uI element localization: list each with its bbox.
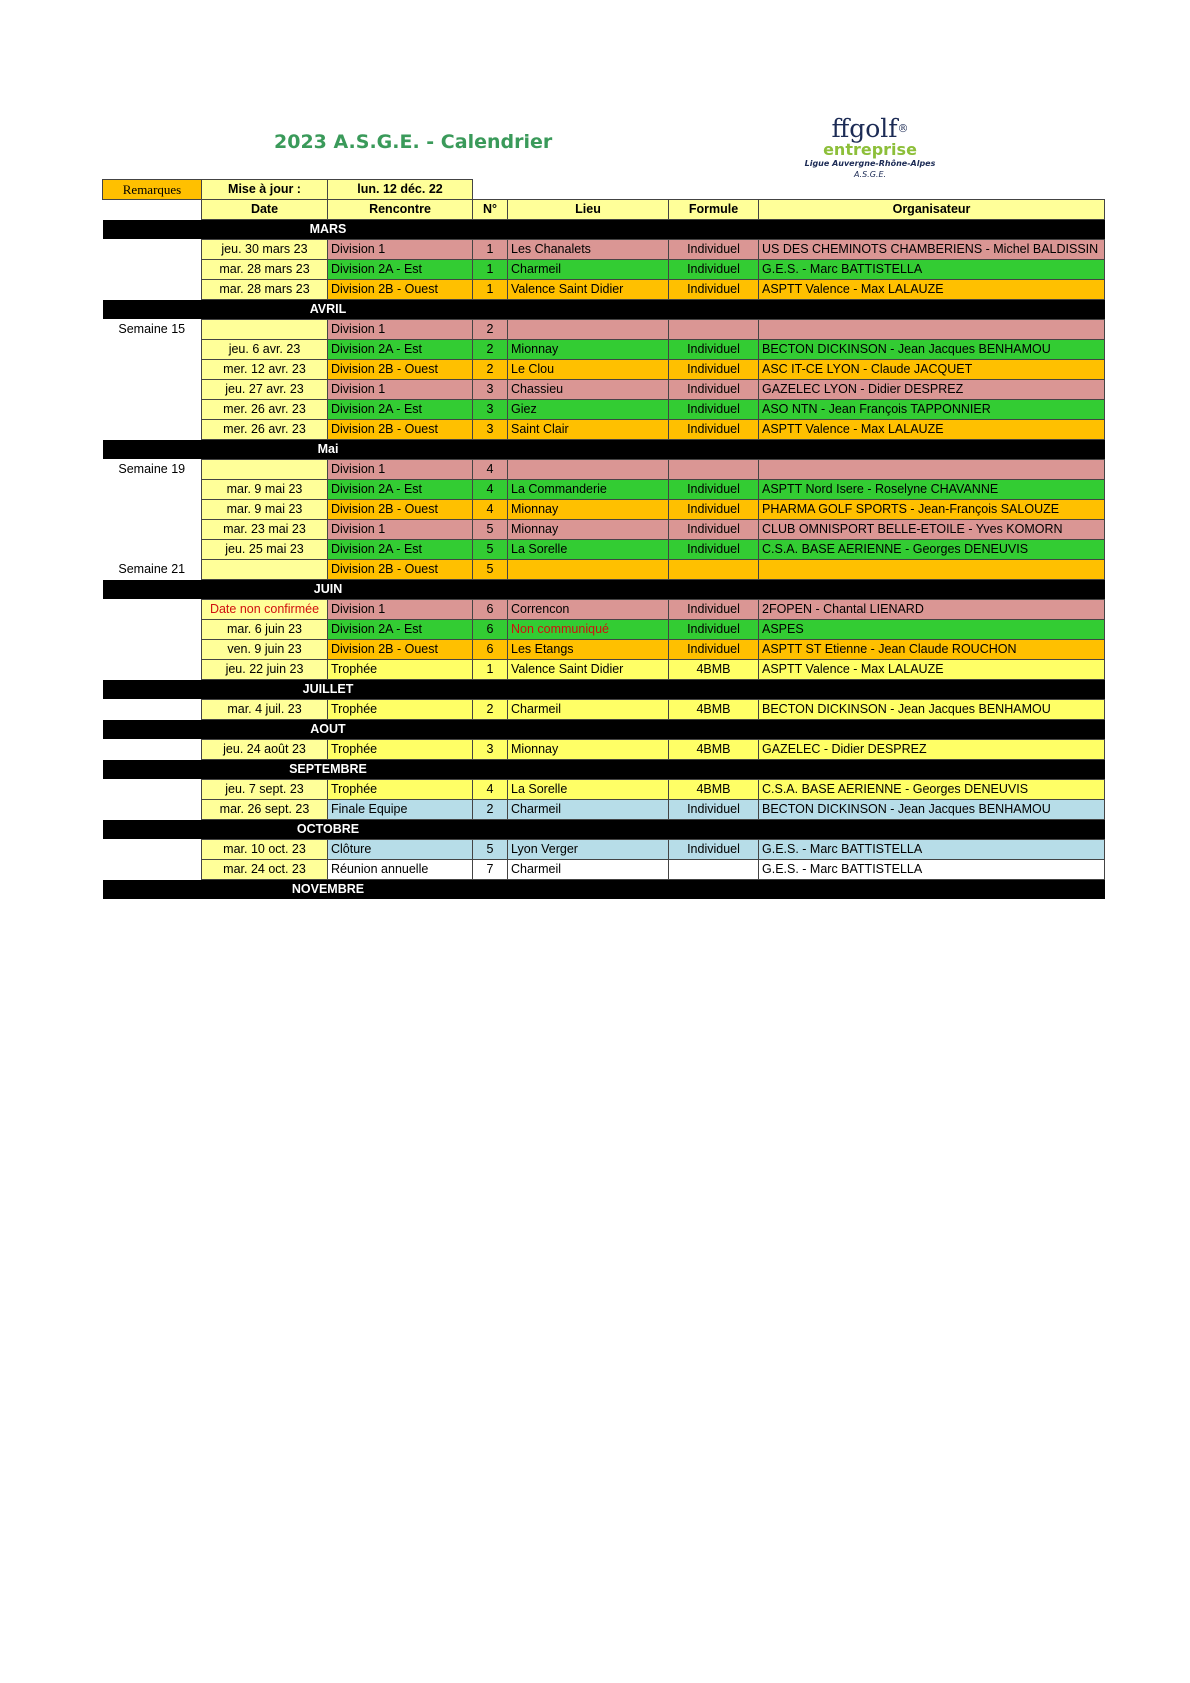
col-organisateur: Organisateur bbox=[759, 200, 1105, 220]
formule-cell: Individuel bbox=[669, 400, 759, 420]
organisateur-cell: ASPTT Valence - Max LALAUZE bbox=[759, 280, 1105, 300]
date-cell: mer. 12 avr. 23 bbox=[202, 360, 328, 380]
rencontre-cell: Division 1 bbox=[328, 600, 473, 620]
rencontre-cell: Division 2B - Ouest bbox=[328, 500, 473, 520]
event-row bbox=[103, 540, 1105, 560]
month-row bbox=[103, 820, 1105, 840]
formule-cell: Individuel bbox=[669, 340, 759, 360]
formule-cell: Individuel bbox=[669, 260, 759, 280]
remark-cell bbox=[103, 340, 202, 360]
rencontre-cell: Division 2A - Est bbox=[328, 260, 473, 280]
event-row bbox=[103, 480, 1105, 500]
organisateur-cell: C.S.A. BASE AERIENNE - Georges DENEUVIS bbox=[759, 780, 1105, 800]
date-cell: mar. 10 oct. 23 bbox=[202, 840, 328, 860]
lieu-cell: La Sorelle bbox=[508, 780, 669, 800]
update-spacer bbox=[473, 180, 1105, 200]
organisateur-cell: ASC IT-CE LYON - Claude JACQUET bbox=[759, 360, 1105, 380]
date-cell: jeu. 6 avr. 23 bbox=[202, 340, 328, 360]
event-row bbox=[103, 420, 1105, 440]
formule-cell: 4BMB bbox=[669, 660, 759, 680]
col-formule: Formule bbox=[669, 200, 759, 220]
organisateur-cell: ASPTT Valence - Max LALAUZE bbox=[759, 660, 1105, 680]
logo-subbrand: entreprise bbox=[823, 140, 917, 159]
lieu-cell bbox=[508, 320, 669, 340]
organisateur-cell: ASO NTN - Jean François TAPPONNIER bbox=[759, 400, 1105, 420]
organisateur-cell: CLUB OMNISPORT BELLE-ETOILE - Yves KOMORN bbox=[759, 520, 1105, 540]
date-cell: mar. 9 mai 23 bbox=[202, 480, 328, 500]
num-cell: 1 bbox=[473, 660, 508, 680]
num-cell: 5 bbox=[473, 840, 508, 860]
event-row bbox=[103, 800, 1105, 820]
num-cell: 2 bbox=[473, 800, 508, 820]
formule-cell: Individuel bbox=[669, 800, 759, 820]
rencontre-cell: Division 1 bbox=[328, 460, 473, 480]
remarks-header: Remarques bbox=[103, 180, 202, 200]
month-row bbox=[103, 220, 1105, 240]
remark-cell bbox=[103, 520, 202, 540]
remark-cell bbox=[103, 600, 202, 620]
event-row bbox=[103, 860, 1105, 880]
col-num: N° bbox=[473, 200, 508, 220]
organisateur-cell bbox=[759, 560, 1105, 580]
organisateur-cell: G.E.S. - Marc BATTISTELLA bbox=[759, 840, 1105, 860]
formule-cell bbox=[669, 560, 759, 580]
month-label: MARS bbox=[103, 220, 1105, 240]
organisateur-cell: BECTON DICKINSON - Jean Jacques BENHAMOU bbox=[759, 800, 1105, 820]
update-value: lun. 12 déc. 22 bbox=[328, 180, 473, 200]
formule-cell bbox=[669, 860, 759, 880]
month-label: SEPTEMBRE bbox=[103, 760, 1105, 780]
organisateur-cell: PHARMA GOLF SPORTS - Jean-François SALOUZE bbox=[759, 500, 1105, 520]
formule-cell: Individuel bbox=[669, 640, 759, 660]
lieu-cell: Valence Saint Didier bbox=[508, 660, 669, 680]
date-cell: mar. 24 oct. 23 bbox=[202, 860, 328, 880]
num-cell: 4 bbox=[473, 480, 508, 500]
formule-cell: 4BMB bbox=[669, 740, 759, 760]
date-cell bbox=[202, 460, 328, 480]
lieu-cell bbox=[508, 460, 669, 480]
month-row bbox=[103, 720, 1105, 740]
remark-cell bbox=[103, 780, 202, 800]
calendar-table bbox=[102, 179, 1105, 899]
formule-cell: Individuel bbox=[669, 540, 759, 560]
rencontre-cell: Division 2B - Ouest bbox=[328, 280, 473, 300]
formule-cell bbox=[669, 320, 759, 340]
remark-cell bbox=[103, 360, 202, 380]
num-cell: 3 bbox=[473, 400, 508, 420]
event-row bbox=[103, 260, 1105, 280]
month-row bbox=[103, 580, 1105, 600]
rencontre-cell: Division 2B - Ouest bbox=[328, 360, 473, 380]
month-label: JUILLET bbox=[103, 680, 1105, 700]
remark-cell bbox=[103, 620, 202, 640]
num-cell: 5 bbox=[473, 520, 508, 540]
event-row bbox=[103, 460, 1105, 480]
remark-cell bbox=[103, 800, 202, 820]
lieu-cell: Giez bbox=[508, 400, 669, 420]
formule-cell bbox=[669, 460, 759, 480]
update-label: Mise à jour : bbox=[202, 180, 328, 200]
month-row bbox=[103, 680, 1105, 700]
formule-cell: Individuel bbox=[669, 520, 759, 540]
date-cell: mer. 26 avr. 23 bbox=[202, 400, 328, 420]
formule-cell: Individuel bbox=[669, 380, 759, 400]
event-row bbox=[103, 700, 1105, 720]
lieu-cell: Lyon Verger bbox=[508, 840, 669, 860]
date-cell: jeu. 27 avr. 23 bbox=[202, 380, 328, 400]
remark-cell: Semaine 21 bbox=[118, 562, 186, 576]
organisateur-cell: G.E.S. - Marc BATTISTELLA bbox=[759, 260, 1105, 280]
event-row bbox=[103, 500, 1105, 520]
logo-registered-mark: ® bbox=[897, 122, 909, 135]
lieu-cell: Charmeil bbox=[508, 700, 669, 720]
page-title: 2023 A.S.G.E. - Calendrier bbox=[274, 131, 553, 153]
organisateur-cell: 2FOPEN - Chantal LIENARD bbox=[759, 600, 1105, 620]
lieu-cell: Valence Saint Didier bbox=[508, 280, 669, 300]
rencontre-cell: Division 2A - Est bbox=[328, 400, 473, 420]
rencontre-cell: Division 1 bbox=[328, 320, 473, 340]
remark-cell bbox=[103, 400, 202, 420]
lieu-cell: Mionnay bbox=[508, 500, 669, 520]
column-header-row bbox=[103, 200, 1105, 220]
lieu-cell: Mionnay bbox=[508, 340, 669, 360]
lieu-cell: Charmeil bbox=[508, 800, 669, 820]
rencontre-cell: Division 1 bbox=[328, 380, 473, 400]
remark-cell bbox=[103, 640, 202, 660]
formule-cell: Individuel bbox=[669, 240, 759, 260]
num-cell: 2 bbox=[473, 700, 508, 720]
event-row bbox=[103, 320, 1105, 340]
month-label: AVRIL bbox=[103, 300, 1105, 320]
rencontre-cell: Réunion annuelle bbox=[328, 860, 473, 880]
header-spacer bbox=[103, 200, 202, 220]
num-cell: 5 bbox=[473, 540, 508, 560]
col-date: Date bbox=[202, 200, 328, 220]
date-cell: mar. 23 mai 23 bbox=[202, 520, 328, 540]
month-row bbox=[103, 760, 1105, 780]
month-label: JUIN bbox=[103, 580, 1105, 600]
date-cell: Date non confirmée bbox=[202, 600, 328, 620]
formule-cell: 4BMB bbox=[669, 780, 759, 800]
num-cell: 3 bbox=[473, 420, 508, 440]
organisateur-cell bbox=[759, 320, 1105, 340]
col-rencontre: Rencontre bbox=[328, 200, 473, 220]
logo-league: Ligue Auvergne-Rhône-Alpes bbox=[804, 159, 936, 168]
num-cell: 7 bbox=[473, 860, 508, 880]
date-cell: jeu. 30 mars 23 bbox=[202, 240, 328, 260]
rencontre-cell: Trophée bbox=[328, 780, 473, 800]
lieu-cell: Charmeil bbox=[508, 860, 669, 880]
organisateur-cell: US DES CHEMINOTS CHAMBERIENS - Michel BALDISSIN bbox=[759, 240, 1105, 260]
date-cell: mar. 4 juil. 23 bbox=[202, 700, 328, 720]
organisateur-cell: BECTON DICKINSON - Jean Jacques BENHAMOU bbox=[759, 700, 1105, 720]
rencontre-cell: Division 2B - Ouest bbox=[328, 640, 473, 660]
date-cell: mar. 26 sept. 23 bbox=[202, 800, 328, 820]
formule-cell: 4BMB bbox=[669, 700, 759, 720]
num-cell: 5 bbox=[473, 560, 508, 580]
event-row bbox=[103, 520, 1105, 540]
formule-cell: Individuel bbox=[669, 360, 759, 380]
formule-cell: Individuel bbox=[669, 620, 759, 640]
logo-brand bbox=[800, 116, 940, 142]
month-row bbox=[103, 300, 1105, 320]
num-cell: 3 bbox=[473, 740, 508, 760]
remark-cell bbox=[103, 380, 202, 400]
month-label: AOUT bbox=[103, 720, 1105, 740]
rencontre-cell: Finale Equipe bbox=[328, 800, 473, 820]
date-cell: jeu. 22 juin 23 bbox=[202, 660, 328, 680]
event-row bbox=[103, 780, 1105, 800]
logo-brand-text: ffgolf bbox=[831, 114, 898, 143]
num-cell: 1 bbox=[473, 260, 508, 280]
rencontre-cell: Trophée bbox=[328, 700, 473, 720]
event-row bbox=[103, 840, 1105, 860]
num-cell: 3 bbox=[473, 380, 508, 400]
event-row bbox=[103, 640, 1105, 660]
lieu-cell: Saint Clair bbox=[508, 420, 669, 440]
rencontre-cell: Trophée bbox=[328, 740, 473, 760]
num-cell: 4 bbox=[473, 500, 508, 520]
num-cell: 1 bbox=[473, 280, 508, 300]
lieu-cell: Correncon bbox=[508, 600, 669, 620]
event-row bbox=[103, 620, 1105, 640]
remark-cell bbox=[103, 840, 202, 860]
organisateur-cell: GAZELEC - Didier DESPREZ bbox=[759, 740, 1105, 760]
rencontre-cell: Division 1 bbox=[328, 240, 473, 260]
date-cell: mar. 9 mai 23 bbox=[202, 500, 328, 520]
event-row bbox=[103, 240, 1105, 260]
organisateur-cell: ASPTT Nord Isere - Roselyne CHAVANNE bbox=[759, 480, 1105, 500]
remark-cell bbox=[103, 260, 202, 280]
rencontre-cell: Division 1 bbox=[328, 520, 473, 540]
rencontre-cell: Clôture bbox=[328, 840, 473, 860]
date-cell: ven. 9 juin 23 bbox=[202, 640, 328, 660]
formule-cell: Individuel bbox=[669, 280, 759, 300]
num-cell: 6 bbox=[473, 640, 508, 660]
event-row bbox=[103, 340, 1105, 360]
event-row bbox=[103, 600, 1105, 620]
logo-asge: A.S.G.E. bbox=[853, 170, 887, 179]
lieu-cell: La Commanderie bbox=[508, 480, 669, 500]
ffgolf-logo bbox=[800, 116, 940, 180]
remark-cell bbox=[103, 700, 202, 720]
organisateur-cell: ASPTT ST Etienne - Jean Claude ROUCHON bbox=[759, 640, 1105, 660]
month-row bbox=[103, 440, 1105, 460]
col-lieu: Lieu bbox=[508, 200, 669, 220]
rencontre-cell: Division 2A - Est bbox=[328, 620, 473, 640]
month-label: NOVEMBRE bbox=[103, 880, 1105, 900]
lieu-cell: Charmeil bbox=[508, 260, 669, 280]
formule-cell: Individuel bbox=[669, 420, 759, 440]
rencontre-cell: Division 2A - Est bbox=[328, 480, 473, 500]
lieu-cell: Les Etangs bbox=[508, 640, 669, 660]
num-cell: 1 bbox=[473, 240, 508, 260]
event-row bbox=[103, 400, 1105, 420]
update-row bbox=[103, 180, 1105, 200]
event-row bbox=[103, 280, 1105, 300]
formule-cell: Individuel bbox=[669, 480, 759, 500]
event-row bbox=[103, 660, 1105, 680]
rencontre-cell: Division 2B - Ouest bbox=[328, 560, 473, 580]
remark-cell bbox=[103, 420, 202, 440]
organisateur-cell: ASPTT Valence - Max LALAUZE bbox=[759, 420, 1105, 440]
formule-cell: Individuel bbox=[669, 500, 759, 520]
lieu-cell: La Sorelle bbox=[508, 540, 669, 560]
rencontre-cell: Division 2A - Est bbox=[328, 540, 473, 560]
remark-cell: Semaine 15 bbox=[118, 322, 186, 336]
remark-cell bbox=[103, 280, 202, 300]
remark-cell: Semaine 19 bbox=[118, 462, 186, 476]
num-cell: 2 bbox=[473, 320, 508, 340]
num-cell: 2 bbox=[473, 340, 508, 360]
formule-cell: Individuel bbox=[669, 600, 759, 620]
event-row bbox=[103, 360, 1105, 380]
date-cell bbox=[202, 560, 328, 580]
event-row bbox=[103, 740, 1105, 760]
lieu-cell: Mionnay bbox=[508, 740, 669, 760]
num-cell: 4 bbox=[473, 460, 508, 480]
lieu-cell: Non communiqué bbox=[508, 620, 669, 640]
rencontre-cell: Division 2B - Ouest bbox=[328, 420, 473, 440]
lieu-cell: Les Chanalets bbox=[508, 240, 669, 260]
event-row bbox=[103, 380, 1105, 400]
remark-cell bbox=[103, 860, 202, 880]
rencontre-cell: Trophée bbox=[328, 660, 473, 680]
remark-cell bbox=[103, 480, 202, 500]
remark-cell bbox=[103, 540, 202, 560]
date-cell: mar. 6 juin 23 bbox=[202, 620, 328, 640]
date-cell: mar. 28 mars 23 bbox=[202, 280, 328, 300]
remark-cell bbox=[103, 660, 202, 680]
organisateur-cell: ASPES bbox=[759, 620, 1105, 640]
num-cell: 4 bbox=[473, 780, 508, 800]
month-label: Mai bbox=[103, 440, 1105, 460]
lieu-cell: Chassieu bbox=[508, 380, 669, 400]
date-cell: mar. 28 mars 23 bbox=[202, 260, 328, 280]
date-cell: jeu. 25 mai 23 bbox=[202, 540, 328, 560]
event-row bbox=[103, 560, 1105, 580]
rencontre-cell: Division 2A - Est bbox=[328, 340, 473, 360]
organisateur-cell: G.E.S. - Marc BATTISTELLA bbox=[759, 860, 1105, 880]
date-cell bbox=[202, 320, 328, 340]
month-row bbox=[103, 880, 1105, 900]
lieu-cell: Le Clou bbox=[508, 360, 669, 380]
num-cell: 2 bbox=[473, 360, 508, 380]
lieu-cell bbox=[508, 560, 669, 580]
formule-cell: Individuel bbox=[669, 840, 759, 860]
num-cell: 6 bbox=[473, 600, 508, 620]
date-cell: mer. 26 avr. 23 bbox=[202, 420, 328, 440]
date-cell: jeu. 7 sept. 23 bbox=[202, 780, 328, 800]
organisateur-cell: GAZELEC LYON - Didier DESPREZ bbox=[759, 380, 1105, 400]
lieu-cell: Mionnay bbox=[508, 520, 669, 540]
date-cell: jeu. 24 août 23 bbox=[202, 740, 328, 760]
remark-cell bbox=[103, 240, 202, 260]
remark-cell bbox=[103, 500, 202, 520]
organisateur-cell: BECTON DICKINSON - Jean Jacques BENHAMOU bbox=[759, 340, 1105, 360]
organisateur-cell: C.S.A. BASE AERIENNE - Georges DENEUVIS bbox=[759, 540, 1105, 560]
month-label: OCTOBRE bbox=[103, 820, 1105, 840]
num-cell: 6 bbox=[473, 620, 508, 640]
remark-cell bbox=[103, 740, 202, 760]
organisateur-cell bbox=[759, 460, 1105, 480]
